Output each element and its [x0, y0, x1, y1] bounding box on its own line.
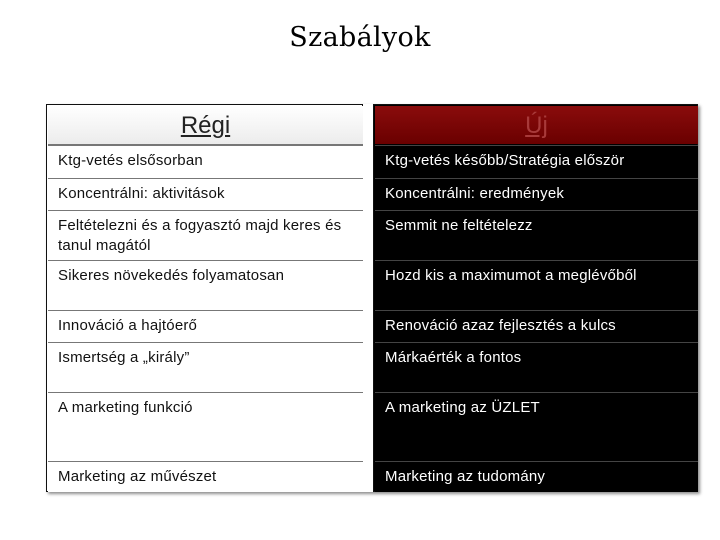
table-row-old: Ktg-vetés elsősorban: [48, 145, 363, 178]
rules-table: [46, 104, 698, 492]
page-title: Szabályok: [289, 22, 431, 53]
old-column: [46, 104, 363, 492]
table-row-old: A marketing funkció: [48, 392, 363, 461]
table-row-old: Innováció a hajtóerő: [48, 310, 363, 342]
table-row-new: Renováció azaz fejlesztés a kulcs: [375, 310, 698, 342]
new-column: [373, 104, 698, 492]
new-column-header: Új: [375, 106, 698, 144]
table-row-new: Ktg-vetés később/Stratégia először: [375, 145, 698, 178]
table-row-old: Koncentrálni: aktivitások: [48, 178, 363, 210]
table-row-old: Feltételezni és a fogyasztó majd keres és tanul magától: [48, 210, 363, 260]
table-row-new: Koncentrálni: eredmények: [375, 178, 698, 210]
old-column-header: Régi: [48, 106, 363, 145]
table-row-new: Márkaérték a fontos: [375, 342, 698, 392]
table-row-old: Marketing az művészet: [48, 461, 363, 492]
table-row-old: Ismertség a „király”: [48, 342, 363, 392]
table-row-new: Semmit ne feltételezz: [375, 210, 698, 260]
table-row-old: Sikeres növekedés folyamatosan: [48, 260, 363, 310]
table-row-new: A marketing az ÜZLET: [375, 392, 698, 461]
table-row-new: Marketing az tudomány: [375, 461, 698, 492]
table-row-new: Hozd kis a maximumot a meglévőből: [375, 260, 698, 310]
